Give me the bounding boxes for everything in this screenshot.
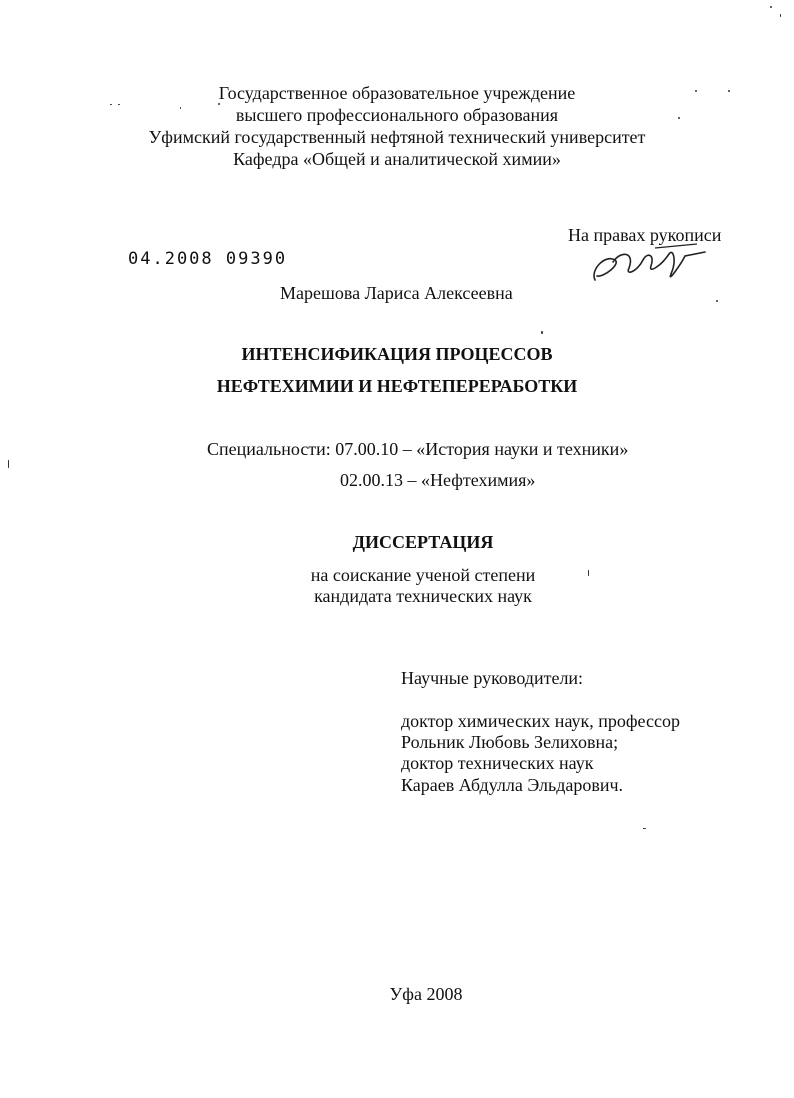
scan-speck — [180, 107, 181, 109]
university-name: Уфимский государственный нефтяной технический университет — [148, 127, 646, 147]
signature-graphic — [585, 240, 715, 290]
scan-speck — [588, 570, 589, 576]
department-name: Кафедра «Общей и аналитической химии» — [233, 149, 561, 169]
dissertation-title-line-1: ИНТЕНСИФИКАЦИЯ ПРОЦЕССОВ — [241, 344, 553, 364]
document-type: ДИССЕРТАЦИЯ — [352, 532, 494, 552]
supervisor-2-title: доктор технических наук — [401, 753, 594, 773]
scan-speck — [728, 90, 730, 92]
scan-speck — [678, 117, 680, 119]
scan-speck — [8, 460, 9, 468]
degree-line-1: на соискание ученой степени — [310, 565, 536, 585]
supervisor-1-name: Рольник Любовь Зелиховна; — [401, 732, 619, 752]
specialty-line-1: Специальности: 07.00.10 – «История науки и техники» — [207, 439, 629, 459]
supervisor-1-title: доктор химических наук, профессор — [401, 711, 680, 731]
institution-line-2: высшего профессионального образования — [235, 105, 559, 125]
degree-line-2: кандидата технических наук — [314, 586, 532, 606]
scan-speck — [716, 300, 718, 302]
scan-speck — [218, 103, 220, 105]
manuscript-note: На правах рукописи — [568, 225, 722, 245]
scan-speck — [541, 331, 543, 334]
author-name: Марешова Лариса Алексеевна — [280, 283, 513, 303]
scan-speck — [110, 104, 112, 105]
scan-speck — [770, 6, 772, 8]
scan-speck — [780, 14, 781, 17]
institution-line-1: Государственное образовательное учреждение — [218, 83, 576, 103]
scan-speck — [643, 828, 646, 829]
inventory-number: 04.2008 09390 — [128, 249, 288, 269]
supervisor-2-name: Караев Абдулла Эльдарович. — [401, 775, 624, 795]
scan-speck — [695, 90, 697, 92]
scan-speck — [118, 104, 120, 105]
supervisors-heading: Научные руководители: — [401, 668, 584, 688]
city-year: Уфа 2008 — [389, 984, 463, 1004]
dissertation-title-line-2: НЕФТЕХИМИИ И НЕФТЕПЕРЕРАБОТКИ — [216, 376, 578, 396]
specialty-line-2: 02.00.13 – «Нефтехимия» — [340, 470, 536, 490]
